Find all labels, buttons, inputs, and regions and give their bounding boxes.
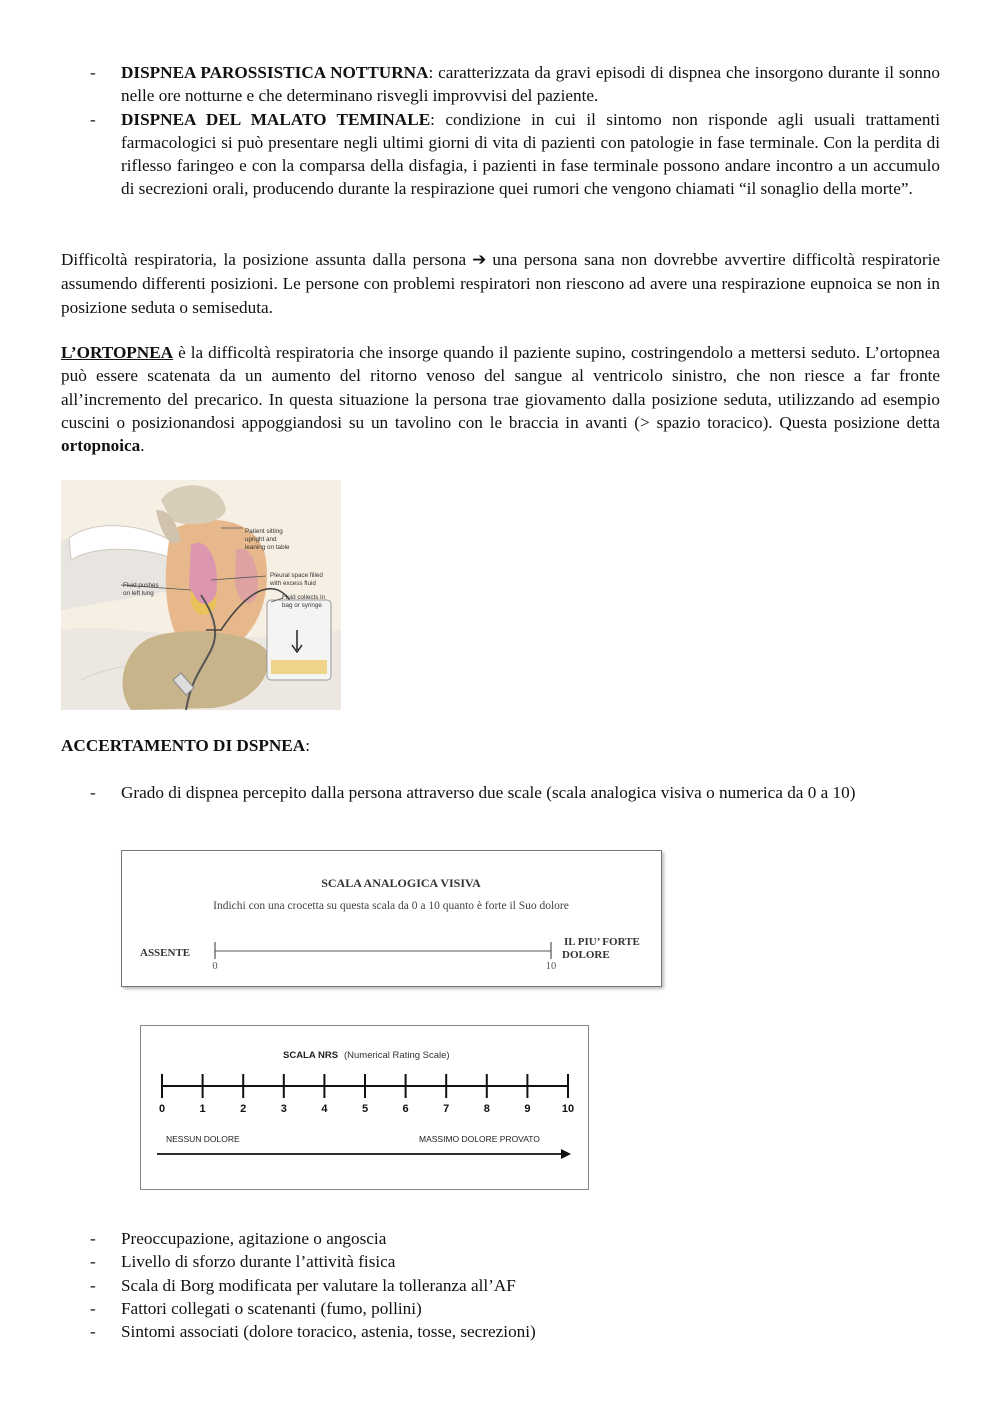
list-item: - Sintomi associati (dolore toracico, astenia, tosse, secrezioni)	[90, 1322, 536, 1342]
list-item: - Fattori collegati o scatenanti (fumo, pollini)	[90, 1298, 422, 1318]
nrs-tick-label: 5	[361, 1103, 369, 1115]
assessment-list	[90, 1227, 940, 1343]
list-item: - Livello di sforzo durante l’attività fisica	[90, 1252, 396, 1272]
label-pleural-1: Pleural space filled	[270, 572, 323, 579]
label-fluid-collects-2: bag or syringe	[282, 602, 322, 609]
ortopnoica-term: ortopnoica	[61, 436, 141, 456]
nrs-tick-label: 0	[158, 1103, 166, 1115]
vas-instruction: Indichi con una crocetta su questa scala da 0 a 10 quanto è forte il Suo dolore	[213, 900, 569, 912]
vas-left-label: ASSENTE	[140, 947, 191, 959]
label-pleural-2: with excess fluid	[270, 580, 316, 587]
right-arrow-icon: ➔	[472, 250, 487, 270]
dyspnea-types-list	[90, 61, 940, 201]
item-text: : caratterizzata da gravi episodi di dispnea che insorgono durante il sonno nelle ore notturne e che determinano risvegli improvvisi del paziente.	[121, 63, 940, 106]
ortopnea-paragraph: L’ORTOPNEA è la difficoltà respiratoria che insorge quando il paziente supino, costringendolo a mettersi seduto. L’ortopnea può essere scatenata da un aumento del ritorno venoso del sangue al ventricolo sinistro, che non riesce a far fronte all’incremento del precarico. In questa situazione la persona trae giovamento dalla posizione seduta, utilizzando ad esempio cuscini o posizionandosi appoggiandosi su un tavolino con le braccia in avanti (> spazio toracico). Questa posizione detta ortopnoica.	[61, 343, 940, 456]
ortopnea-term: L’ORTOPNEA	[61, 343, 174, 362]
thoracentesis-illustration	[61, 480, 341, 710]
vas-title: SCALA ANALOGICA VISIVA	[321, 876, 481, 890]
list-item: - Preoccupazione, agitazione o angoscia	[90, 1229, 387, 1248]
nrs-left-label: NESSUN DOLORE	[166, 1134, 240, 1144]
list-item: - DISPNEA DEL MALATO TEMINALE: condizione in cui il sintomo non risponde agli usuali trattamenti farmacologici si può presentare negli ultimi giorni di vita di pazienti con patologie in fase terminale. Con la perdita di riflesso faringeo e con la comparsa della disfagia, i pazienti in fase terminale possono andare incontro a un accumulo di secrezioni orali, producendo durante la respirazione quei rumori che vengono chiamati “il sonaglio della morte”.	[90, 109, 940, 199]
nrs-title: SCALA NRS	[283, 1050, 339, 1061]
nrs-tick-label: 8	[483, 1103, 490, 1115]
nrs-tick-label: 4	[321, 1103, 328, 1115]
nrs-tick-label: 7	[443, 1103, 450, 1115]
nrs-scale-figure	[140, 1025, 589, 1190]
nrs-tick-label: 10	[561, 1103, 575, 1115]
vas-min: 0	[212, 961, 218, 972]
list-item: - Grado di dispnea percepito dalla persona attraverso due scale (scala analogica visiva o numerica da 0 a 10)	[90, 783, 856, 802]
label-fluid-pushes-2: on left lung	[123, 590, 154, 597]
nrs-tick-label: 6	[402, 1103, 409, 1115]
label-sitting-1: Patient sitting	[245, 528, 283, 535]
label-fluid-pushes-1: Fluid pushes	[123, 582, 159, 589]
term-dispnea-terminale: DISPNEA DEL MALATO TEMINALE	[121, 109, 431, 129]
nrs-right-label: MASSIMO DOLORE PROVATO	[419, 1134, 540, 1144]
label-fluid-collects-1: Fluid collects in	[282, 594, 326, 601]
nrs-tick-label: 9	[524, 1103, 531, 1115]
section-heading: ACCERTAMENTO DI DSPNEA:	[61, 736, 310, 755]
list-item: - Scala di Borg modificata per valutare la tolleranza all’AF	[90, 1275, 516, 1295]
item-text: : condizione in cui il sintomo non risponde agli usuali trattamenti farmacologici si può presentare negli ultimi giorni di vita di pazienti con patologie in fase terminale. Con la perdita di riflesso faringeo e con la comparsa della disfagia, i pazienti in fase terminale possono andare incontro a un accumulo di secrezioni orali, producendo durante la respirazione quei rumori che vengono chiamati “il sonaglio della morte”.	[121, 109, 940, 199]
list-item: - DISPNEA PAROSSISTICA NOTTURNA: caratterizzata da gravi episodi di dispnea che insorgono durante il sonno nelle ore notturne e che determinano risvegli improvvisi del paziente.	[90, 63, 940, 106]
term-dispnea-parossistica: DISPNEA PAROSSISTICA NOTTURNA	[121, 63, 429, 82]
label-sitting-2: upright and	[245, 536, 277, 543]
nrs-arrow-icon	[561, 1149, 571, 1159]
nrs-tick-label: 1	[199, 1103, 206, 1115]
position-paragraph: Difficoltà respiratoria, la posizione assunta dalla persona ➔ una persona sana non dovrebbe avvertire difficoltà respiratorie assumendo differenti posizioni. Le persone con problemi respiratori non riescono ad avere una respirazione eupnoica se non in posizione seduta o semiseduta.	[61, 250, 940, 317]
nrs-tick-label: 2	[240, 1103, 247, 1115]
vas-right-label-2: DOLORE	[562, 949, 610, 961]
vas-scale-figure	[121, 850, 662, 987]
nrs-tick-label: 3	[280, 1103, 287, 1115]
assessment-intro-list	[90, 781, 940, 804]
vas-right-label-1: IL PIU’ FORTE	[564, 936, 640, 948]
nrs-subtitle: (Numerical Rating Scale)	[344, 1050, 450, 1061]
label-sitting-3: leaning on table	[245, 544, 290, 551]
vas-max: 10	[545, 961, 557, 972]
